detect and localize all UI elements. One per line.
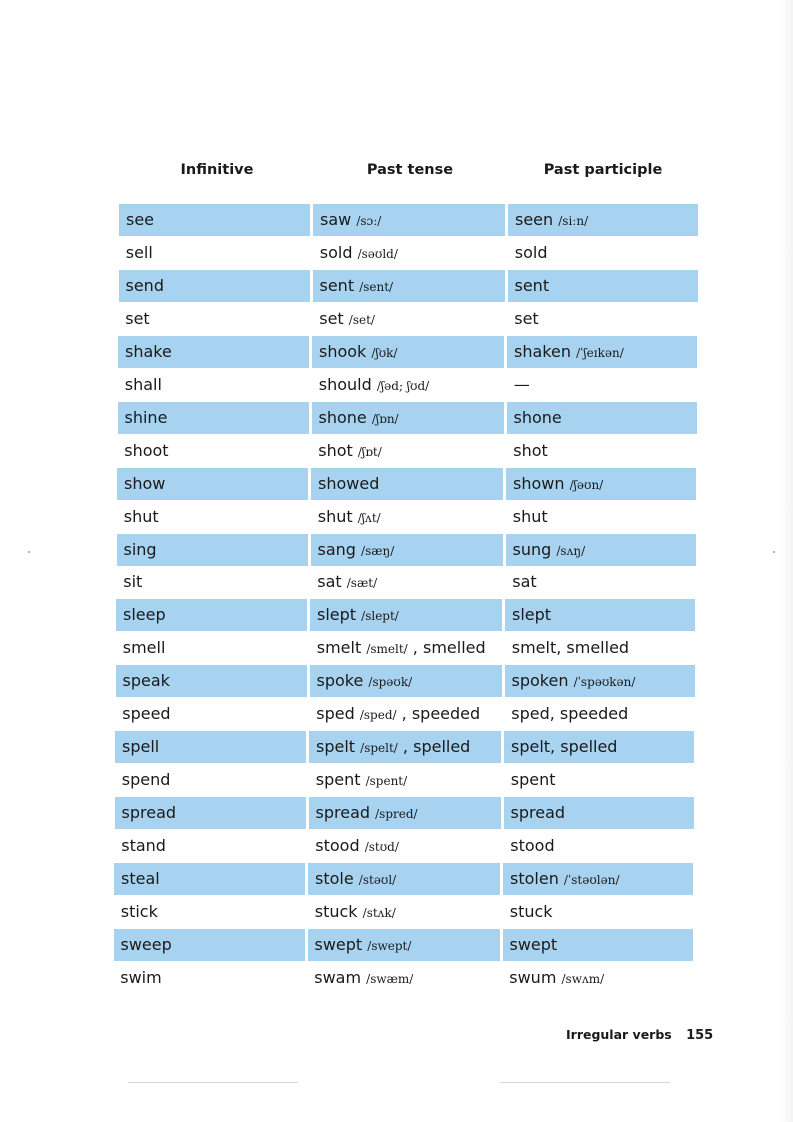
past-tense-cell xyxy=(313,237,505,269)
infinitive-cell xyxy=(116,632,307,664)
infinitive-word: see xyxy=(126,210,155,229)
past-participle-word: spread xyxy=(510,803,566,823)
past-participle-cell xyxy=(505,665,695,697)
infinitive-word: shine xyxy=(124,407,168,427)
past-participle-cell xyxy=(505,632,695,664)
infinitive-cell xyxy=(119,270,310,302)
verb-row-sell xyxy=(0,237,793,269)
past-tense-word: spent xyxy=(315,770,361,790)
past-tense-pronunciation: /set/ xyxy=(348,312,375,327)
past-participle-cell xyxy=(506,501,696,533)
past-tense-cell xyxy=(308,863,500,895)
past-tense-cell xyxy=(309,797,501,829)
past-tense-word: shot xyxy=(318,440,353,460)
past-tense-cell xyxy=(308,830,500,862)
verb-row-speak xyxy=(0,665,790,697)
past-tense-cell xyxy=(311,435,503,467)
verb-row-spend xyxy=(0,764,789,796)
past-participle-word: spelt, spelled xyxy=(511,737,618,757)
past-tense-pronunciation: /stʊd/ xyxy=(364,840,399,855)
past-participle-word: spent xyxy=(510,770,556,790)
past-participle-word: stolen xyxy=(510,869,559,888)
past-participle-word: spoken xyxy=(511,671,569,691)
past-tense-pronunciation: /sɔː/ xyxy=(356,214,382,228)
past-tense-pronunciation: /spəʊk/ xyxy=(368,675,413,690)
infinitive-word: sit xyxy=(123,572,143,592)
past-tense-pronunciation: /swæm/ xyxy=(366,971,414,986)
past-tense-pronunciation: /smelt/ xyxy=(366,642,408,657)
verb-row-send xyxy=(0,270,793,302)
past-tense-pronunciation: /slept/ xyxy=(361,609,399,624)
infinitive-cell xyxy=(115,731,306,763)
past-participle-cell xyxy=(503,896,693,928)
verb-row-smell xyxy=(0,632,790,664)
infinitive-word: swim xyxy=(120,967,162,987)
past-tense-word: shone xyxy=(318,407,367,427)
past-tense-word: spoke xyxy=(316,671,364,691)
past-participle-cell xyxy=(504,797,694,829)
past-tense-alternate-form: , speeded xyxy=(396,704,481,724)
past-tense-cell xyxy=(308,929,500,961)
past-participle-pronunciation: /siːn/ xyxy=(558,214,589,228)
infinitive-cell xyxy=(115,797,306,829)
infinitive-cell xyxy=(114,896,305,928)
past-participle-word: smelt, smelled xyxy=(511,638,630,658)
verb-row-see xyxy=(0,204,793,236)
infinitive-cell xyxy=(115,698,306,730)
past-tense-cell xyxy=(309,731,501,763)
past-tense-cell xyxy=(313,270,505,302)
past-participle-pronunciation: /ʃəʊn/ xyxy=(569,477,604,492)
infinitive-word: shake xyxy=(125,341,172,361)
infinitive-cell xyxy=(113,962,304,994)
past-participle-word: shone xyxy=(513,407,562,427)
infinitive-word: send xyxy=(125,275,164,295)
past-tense-cell xyxy=(313,204,505,236)
infinitive-word: steal xyxy=(121,869,160,888)
infinitive-word: stand xyxy=(121,836,166,856)
page-footer xyxy=(566,1027,713,1043)
past-tense-word: spread xyxy=(315,803,371,823)
past-participle-word: sped, speeded xyxy=(511,704,629,724)
infinitive-word: set xyxy=(125,308,150,328)
past-tense-word: stole xyxy=(315,869,354,888)
verb-row-shall xyxy=(0,369,792,401)
past-participle-cell xyxy=(507,336,697,368)
past-participle-word: sent xyxy=(514,275,550,295)
past-tense-word: slept xyxy=(317,605,357,625)
infinitive-word: sell xyxy=(125,242,153,262)
infinitive-word: sing xyxy=(123,539,157,559)
infinitive-word: speed xyxy=(122,704,171,724)
verb-row-shine xyxy=(0,402,792,434)
past-tense-word: swept xyxy=(314,934,363,954)
infinitive-cell xyxy=(117,534,308,566)
infinitive-cell xyxy=(115,764,306,796)
past-tense-word: smelt xyxy=(316,638,362,658)
infinitive-cell xyxy=(118,369,309,401)
past-participle-pronunciation: /ˈstəʊlən/ xyxy=(563,873,620,887)
past-tense-cell xyxy=(311,468,503,500)
verb-row-steal xyxy=(0,863,788,895)
infinitive-cell xyxy=(114,929,305,961)
verb-row-spread xyxy=(0,797,789,829)
past-participle-word: swum xyxy=(509,967,557,987)
past-tense-word: shook xyxy=(319,341,367,361)
infinitive-word: spend xyxy=(121,770,171,790)
past-tense-cell xyxy=(312,336,504,368)
infinitive-cell xyxy=(114,830,305,862)
verb-row-sit xyxy=(0,566,790,598)
infinitive-cell xyxy=(119,204,310,236)
verb-row-set xyxy=(0,303,792,335)
past-participle-cell xyxy=(505,599,695,631)
infinitive-cell xyxy=(118,336,309,368)
past-tense-word: should xyxy=(318,374,372,394)
past-participle-word: stuck xyxy=(509,901,553,921)
infinitive-word: shut xyxy=(123,506,159,526)
past-participle-cell xyxy=(506,468,696,500)
past-tense-pronunciation: /sent/ xyxy=(359,279,394,294)
verb-row-show xyxy=(0,468,791,500)
past-participle-pronunciation: /ˈʃeɪkən/ xyxy=(576,345,624,360)
infinitive-word: sleep xyxy=(123,605,166,625)
infinitive-cell xyxy=(117,501,308,533)
past-tense-cell xyxy=(309,698,501,730)
past-participle-cell xyxy=(504,698,694,730)
past-tense-cell xyxy=(311,501,503,533)
past-tense-cell xyxy=(311,534,503,566)
past-participle-cell xyxy=(503,863,693,895)
past-participle-word: sold xyxy=(514,242,548,262)
past-tense-pronunciation: /sped/ xyxy=(359,708,397,723)
past-tense-pronunciation: /sæŋ/ xyxy=(361,543,395,558)
verb-row-shut xyxy=(0,501,791,533)
past-participle-word: shaken xyxy=(514,341,571,361)
header-infinitive: Infinitive xyxy=(180,162,254,178)
past-tense-pronunciation: /swept/ xyxy=(367,938,412,953)
past-tense-pronunciation: /spent/ xyxy=(365,774,408,789)
past-tense-pronunciation: /sæt/ xyxy=(346,576,378,591)
past-tense-pronunciation: /ʃɒn/ xyxy=(371,411,399,426)
infinitive-word: spell xyxy=(122,737,160,757)
past-tense-word: stuck xyxy=(314,901,358,921)
past-participle-word: sat xyxy=(512,572,537,592)
header-past-tense: Past tense xyxy=(366,162,454,178)
past-tense-cell xyxy=(312,402,504,434)
past-participle-cell xyxy=(503,929,693,961)
past-tense-pronunciation: /spelt/ xyxy=(360,741,398,756)
past-participle-word: — xyxy=(513,374,530,394)
infinitive-word: sweep xyxy=(120,934,172,954)
past-participle-pronunciation: /swʌm/ xyxy=(561,971,605,986)
past-participle-cell xyxy=(508,270,698,302)
infinitive-cell xyxy=(116,599,307,631)
past-tense-pronunciation: /spred/ xyxy=(375,807,418,822)
infinitive-cell xyxy=(114,863,305,895)
scan-speck xyxy=(28,551,30,553)
past-tense-word: shut xyxy=(317,506,353,526)
past-tense-word: stood xyxy=(315,836,360,856)
past-tense-word: sent xyxy=(319,275,355,295)
past-tense-word: set xyxy=(319,308,344,328)
past-tense-cell xyxy=(309,764,501,796)
verb-row-stand xyxy=(0,830,788,862)
past-tense-word: sat xyxy=(317,572,342,592)
past-tense-word: sold xyxy=(319,242,353,262)
past-tense-cell xyxy=(310,665,502,697)
scan-line-left xyxy=(128,1082,298,1083)
infinitive-cell xyxy=(116,665,307,697)
verb-row-spell xyxy=(0,731,789,763)
verb-row-stick xyxy=(0,896,788,928)
infinitive-cell xyxy=(119,237,310,269)
past-tense-word: saw xyxy=(320,210,352,229)
past-participle-cell xyxy=(508,204,698,236)
verb-row-shoot xyxy=(0,435,791,467)
past-participle-cell xyxy=(507,402,697,434)
header-past-participle: Past participle xyxy=(543,162,663,178)
scan-line-right xyxy=(500,1082,670,1083)
past-participle-word: shut xyxy=(512,506,548,526)
past-participle-word: shot xyxy=(513,440,548,460)
past-tense-pronunciation: /ʃɒt/ xyxy=(357,444,382,459)
past-tense-word: swam xyxy=(314,967,362,987)
past-tense-word: spelt xyxy=(316,737,356,757)
past-tense-cell xyxy=(312,369,504,401)
infinitive-word: show xyxy=(124,473,166,493)
infinitive-word: stick xyxy=(120,901,158,921)
past-participle-word: sung xyxy=(512,539,552,559)
past-participle-cell xyxy=(505,566,695,598)
past-participle-cell xyxy=(507,303,697,335)
past-participle-word: slept xyxy=(512,605,552,625)
past-tense-word: showed xyxy=(318,473,380,493)
past-participle-pronunciation: /sʌŋ/ xyxy=(556,543,586,558)
past-tense-pronunciation: /stəʊl/ xyxy=(358,873,397,887)
scan-speck xyxy=(773,551,775,553)
past-participle-word: set xyxy=(514,308,539,328)
past-participle-pronunciation: /ˈspəʊkən/ xyxy=(573,675,636,690)
infinitive-word: shoot xyxy=(124,440,169,460)
infinitive-cell xyxy=(118,402,309,434)
past-tense-cell xyxy=(312,303,504,335)
past-tense-pronunciation: /ʃʊk/ xyxy=(371,345,398,360)
past-tense-pronunciation: /ʃʌt/ xyxy=(357,510,381,525)
past-participle-cell xyxy=(508,237,698,269)
past-tense-cell xyxy=(307,962,499,994)
verb-row-shake xyxy=(0,336,792,368)
past-tense-pronunciation: /ʃəd; ʃʊd/ xyxy=(376,378,430,393)
past-tense-cell xyxy=(310,632,502,664)
past-tense-cell xyxy=(308,896,500,928)
past-participle-cell xyxy=(502,962,692,994)
past-participle-cell xyxy=(507,369,697,401)
infinitive-cell xyxy=(118,303,309,335)
past-tense-alternate-form: , smelled xyxy=(407,638,486,658)
past-participle-cell xyxy=(506,534,696,566)
page-number: 155 xyxy=(686,1028,714,1043)
past-participle-cell xyxy=(504,764,694,796)
infinitive-cell xyxy=(117,435,308,467)
past-participle-word: seen xyxy=(515,210,554,229)
past-tense-pronunciation: /stʌk/ xyxy=(362,905,396,920)
past-tense-word: sang xyxy=(317,539,356,559)
past-participle-cell xyxy=(504,731,694,763)
footer-section-title: Irregular verbs xyxy=(566,1027,672,1042)
past-participle-word: stood xyxy=(510,836,555,856)
verb-row-sing xyxy=(0,534,791,566)
infinitive-cell xyxy=(116,566,307,598)
past-tense-pronunciation: /səʊld/ xyxy=(357,246,398,261)
infinitive-word: speak xyxy=(122,671,170,691)
past-tense-cell xyxy=(310,599,502,631)
verb-row-speed xyxy=(0,698,789,730)
infinitive-word: spread xyxy=(121,803,177,823)
verb-row-swim xyxy=(0,962,787,994)
past-tense-cell xyxy=(310,566,502,598)
past-participle-cell xyxy=(503,830,693,862)
past-participle-cell xyxy=(506,435,696,467)
infinitive-word: shall xyxy=(124,374,162,394)
verb-row-sweep xyxy=(0,929,788,961)
infinitive-cell xyxy=(117,468,308,500)
past-participle-word: shown xyxy=(513,473,565,493)
past-tense-alternate-form: , spelled xyxy=(397,737,471,757)
verb-row-sleep xyxy=(0,599,790,631)
past-tense-word: sped xyxy=(316,704,355,724)
page-edge-shadow xyxy=(779,0,793,1122)
infinitive-word: smell xyxy=(122,638,166,658)
past-participle-word: swept xyxy=(509,934,558,954)
